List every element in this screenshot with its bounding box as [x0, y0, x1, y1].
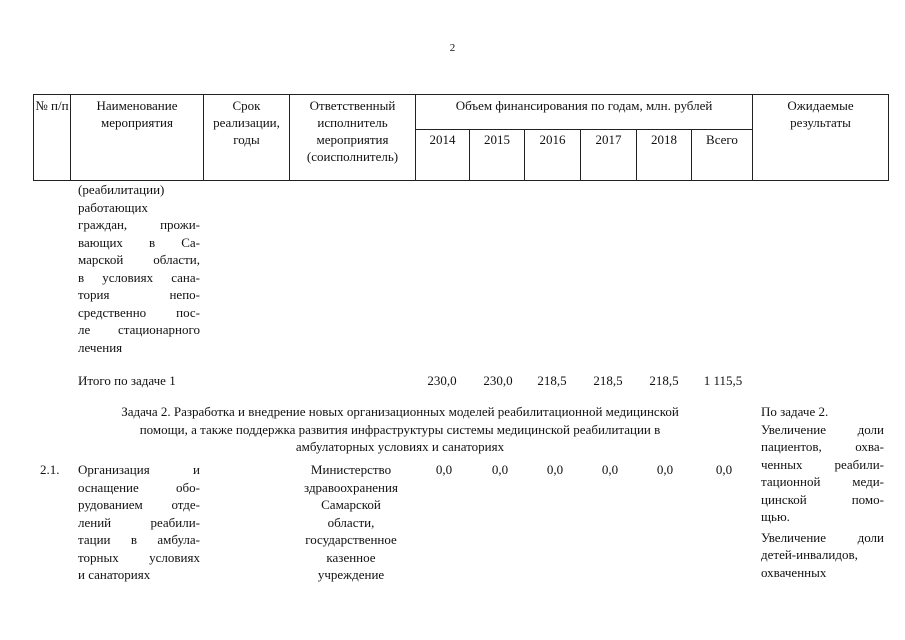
row-2-1-2018: 0,0 — [656, 462, 674, 477]
header-col-financing: Объем финансирования по годам, млн. рублей — [455, 98, 713, 113]
results-line: тационной меди- — [761, 474, 884, 489]
continuation-line: средственно пос- — [78, 304, 200, 320]
continuation-line: марской области, — [78, 252, 200, 267]
header-year-2016: 2016 — [539, 132, 566, 147]
row-2-1-executor-line: здравоохранения — [304, 479, 398, 495]
results-line: ченных реабили- — [761, 456, 884, 472]
expected-results — [761, 403, 884, 581]
header-year-2018: 2018 — [651, 132, 677, 147]
continuation-line: тория непо- — [78, 287, 200, 302]
total-task1-2018: 218,5 — [649, 373, 679, 388]
header-col-name: Наименование мероприятия — [96, 98, 178, 130]
row-2-1-name — [78, 461, 200, 584]
task2-heading-line: амбулаторных условиях и санаториях — [295, 439, 505, 454]
continuation-line: (реабилитации) — [78, 182, 165, 197]
results-line: По задаче 2. — [761, 404, 829, 419]
continuation-line: работающих — [78, 199, 149, 215]
row-2-1-name-line: оснащение обо- — [78, 479, 200, 495]
total-task1-2016: 218,5 — [537, 373, 567, 388]
header-year-2017: 2017 — [595, 132, 622, 147]
task2-heading-line: помощи, а также поддержка развития инфраструктуры системы медицинской реабилитации в — [139, 421, 661, 437]
header-year-total: Всего — [706, 132, 738, 147]
header-col-executor: Ответственный исполнитель мероприятия (соисполнитель) — [306, 98, 399, 164]
row-2-1-name-line: рудованием отде- — [78, 497, 200, 512]
continuation-line: в условиях сана- — [78, 269, 200, 285]
row-2-1-name-line: тации в амбула- — [78, 532, 200, 547]
row-2-1-2017: 0,0 — [601, 462, 619, 477]
row-2-1-2014: 0,0 — [435, 462, 453, 477]
continuation-line: граждан, прожи- — [78, 217, 200, 232]
total-task1-label: Итого по задаче 1 — [78, 373, 176, 388]
row-2-1-number: 2.1. — [40, 462, 60, 477]
total-task1-total: 1 115,5 — [703, 373, 743, 388]
results-line: охваченных — [761, 564, 827, 580]
header-col-results: Ожидаемые результаты — [787, 98, 854, 130]
header-year-2014: 2014 — [429, 132, 456, 147]
total-task1-2017: 218,5 — [593, 373, 623, 388]
task2-heading — [40, 403, 760, 456]
header-col-term: Срок реализации, годы — [213, 98, 280, 147]
row-2-1-executor-line: Министерство — [310, 462, 392, 477]
row-2-1-name-line: лений реабили- — [78, 514, 200, 530]
continuation-line: ле стационарного — [78, 322, 200, 337]
continuation-line: вающих в Са- — [78, 234, 200, 250]
task2-heading-line: Задача 2. Разработка и внедрение новых организационных моделей реабилитационной медицинской — [121, 404, 679, 419]
row-2-1-name-line: торных условиях — [78, 549, 200, 565]
results-line: пациентов, охва- — [761, 439, 884, 454]
continuation-text — [78, 181, 200, 356]
results-line: Увеличение доли — [761, 421, 884, 437]
row-2-1-executor-line: Самарской — [321, 497, 381, 512]
total-task1-2014: 230,0 — [427, 373, 457, 388]
row-2-1-executor-line: области, — [327, 514, 375, 530]
row-2-1-name-line: и санаториях — [78, 567, 151, 582]
total-task1-2015: 230,0 — [483, 373, 513, 388]
row-2-1-executor-line: государственное — [305, 532, 397, 547]
row-2-1-executor — [288, 461, 414, 584]
row-2-1-executor-line: казенное — [326, 549, 376, 565]
row-2-1-2016: 0,0 — [546, 462, 564, 477]
row-2-1-2015: 0,0 — [491, 462, 509, 477]
header-col-number: № п/п — [35, 98, 69, 113]
row-2-1-executor-line: учреждение — [317, 567, 385, 582]
results-line: детей-инвалидов, — [761, 547, 858, 562]
page-number: 2 — [449, 42, 456, 54]
header-year-2015: 2015 — [484, 132, 510, 147]
results-line: цинской помо- — [761, 491, 884, 507]
continuation-line: лечения — [78, 339, 123, 355]
row-2-1-name-line: Организация и — [78, 462, 200, 477]
row-2-1-total: 0,0 — [715, 462, 733, 477]
results-line: щью. — [761, 509, 790, 524]
results-line: Увеличение доли — [761, 529, 884, 545]
